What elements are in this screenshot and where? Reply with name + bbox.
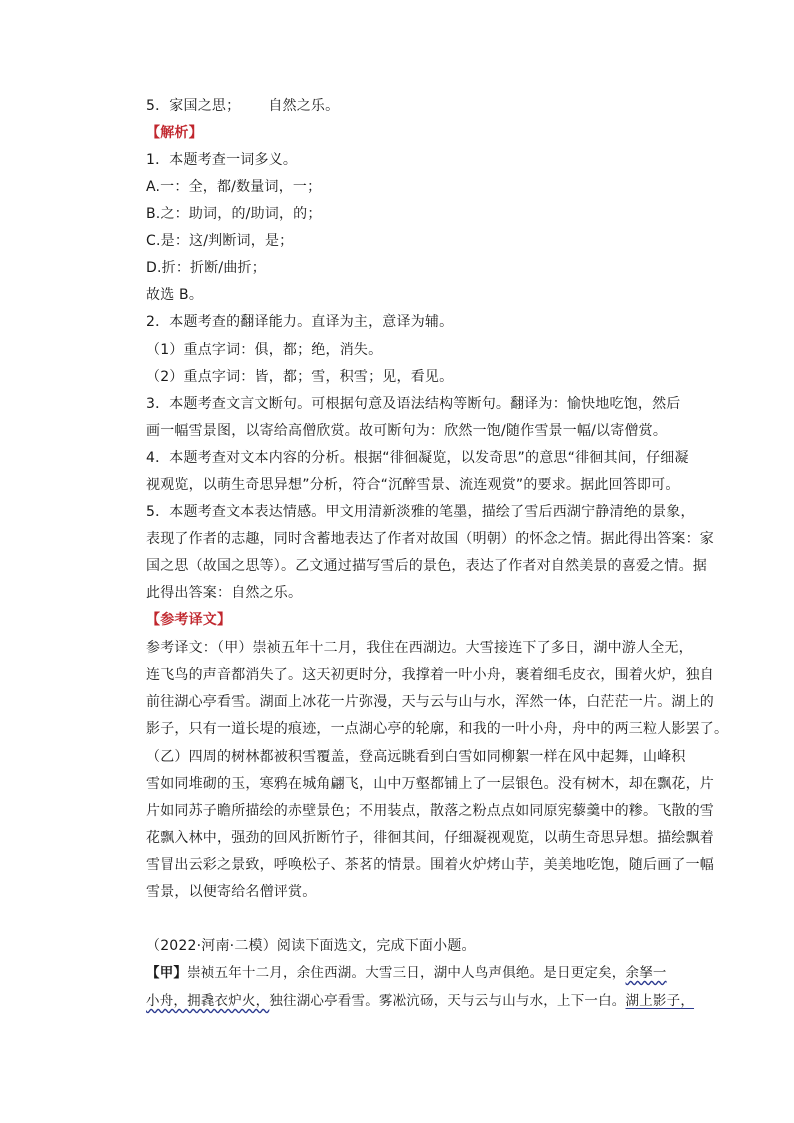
analysis-q5-line-4: 此得出答案：自然之乐。 <box>146 585 303 601</box>
translation-yi-line-1: （乙）四周的树林都被积雪覆盖，登高远眺看到白雪如同柳絮一样在风中起舞，山峰积 <box>146 749 686 765</box>
analysis-q3-line-2: 画一幅雪景图，以寄给高僧欣赏。故可断句为：欣然一饱/随作雪景一幅/以寄僧赏。 <box>146 423 668 439</box>
passage-jia-text-2c: 湖上影子， <box>625 993 695 1009</box>
translation-jia-line-3: 前往湖心亭看雪。湖面上冰花一片弥漫，天与云与山与水，浑然一体，白茫茫一片。湖上的 <box>146 694 714 710</box>
analysis-q5-line-1: 5．本题考查文本表达情感。甲文用清新淡雅的笔墨，描绘了雪后西湖宁静清绝的景象， <box>146 504 695 520</box>
translation-jia-line-4: 影子，只有一道长堤的痕迹，一点湖心亭的轮廓，和我的一叶小舟，舟中的两三粒人影罢了。 <box>146 721 729 737</box>
translation-yi-line-4: 花飘入林中，强劲的回风折断竹子，徘徊其间，仔细凝视观览，以萌生奇思异想。描绘飘着 <box>146 830 714 846</box>
analysis-q1-intro: 1．本题考查一词多义。 <box>146 152 298 168</box>
translation-yi-line-5: 雪冒出云彩之景致，呼唤松子、茶茗的情景。围着火炉烤山芋，美美地吃饱，随后画了一幅 <box>146 857 714 873</box>
analysis-q2-item-2: （2）重点字词：皆，都；雪，积雪；见，看见。 <box>146 369 454 385</box>
analysis-q1-answer: 故选 B。 <box>146 287 204 303</box>
analysis-q1-option-c: C.是：这/判断词，是； <box>146 233 294 249</box>
analysis-q1-option-b: B.之：助词，的/助词，的； <box>146 206 322 222</box>
passage-jia-line-1 <box>146 963 686 983</box>
translation-yi-line-6: 雪景，以便寄给名僧评赏。 <box>146 884 317 900</box>
next-question-intro: （2022·河南·二模）阅读下面选文，完成下面小题。 <box>146 938 476 954</box>
translation-heading: 【参考译文】 <box>146 612 232 628</box>
passage-jia-line-2 <box>146 991 695 1011</box>
passage-jia-text-2b: 独往湖心亭看雪。雾凇沆砀，天与云与山与水，上下一白。 <box>269 993 626 1009</box>
translation-yi-line-3: 片如同苏子瞻所描绘的赤壁景色；不用装点，散落之粉点点如同原宪藜羹中的糁。飞散的雪 <box>146 803 714 819</box>
passage-jia-text-1b: 余拏一 <box>625 965 667 981</box>
analysis-q5-line-2: 表现了作者的志趣，同时含蓄地表达了作者对故国（明朝）的怀念之情。据此得出答案：家 <box>146 531 714 547</box>
passage-jia-text-1a: 崇祯五年十二月，余住西湖。大雪三日，湖中人鸟声俱绝。是日更定矣， <box>187 965 626 981</box>
answer-5-line <box>146 96 686 116</box>
analysis-q4-line-2: 视观览，以萌生奇思异想”分析，符合“沉醉雪景、流连观赏”的要求。据此回答即可。 <box>146 477 680 493</box>
translation-jia-line-2: 连飞鸟的声音都消失了。这天初更时分，我撑着一叶小舟，裹着细毛皮衣，围着火炉，独自 <box>146 667 714 683</box>
passage-jia-bracket: 【甲】 <box>146 965 188 981</box>
answer-5-text: 5．家国之思； <box>146 98 241 114</box>
analysis-q2-intro: 2．本题考查的翻译能力。直译为主，意译为辅。 <box>146 314 454 330</box>
analysis-q3-line-1: 3．本题考查文言文断句。可根据句意及语法结构等断句。翻译为：愉快地吃饱，然后 <box>146 396 681 412</box>
analysis-q1-option-a: A.一：全，都/数量词，一； <box>146 179 322 195</box>
analysis-q5-line-3: 国之思（故国之思等）。乙文通过描写雪后的景色，表达了作者对自然美景的喜爱之情。据 <box>146 558 707 574</box>
analysis-heading: 【解析】 <box>146 125 203 141</box>
translation-yi-line-2: 雪如同堆砌的玉，寒鸦在城角翩飞，山中万壑都铺上了一层银色。没有树木，却在飘花，片 <box>146 776 714 792</box>
answer-5-text-b: 自然之乐。 <box>268 98 340 114</box>
passage-jia-text-2a: 小舟，拥毳衣炉火， <box>146 993 270 1009</box>
analysis-q4-line-1: 4．本题考查对文本内容的分析。根据“徘徊凝览，以发奇思”的意思“徘徊其间，仔细凝 <box>146 450 689 466</box>
analysis-q1-option-d: D.折：折断/曲折； <box>146 260 266 276</box>
translation-jia-line-1: 参考译文：（甲）崇祯五年十二月，我住在西湖边。大雪接连下了多日，湖中游人全无， <box>146 640 693 656</box>
analysis-q2-item-1: （1）重点字词：俱，都；绝，消失。 <box>146 342 383 358</box>
